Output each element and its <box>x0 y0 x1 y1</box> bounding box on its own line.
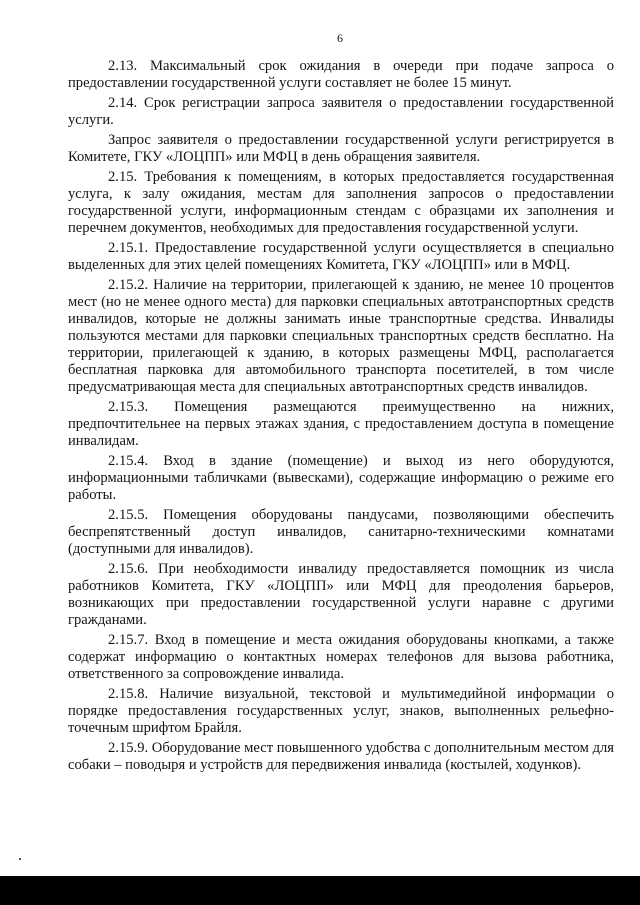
document-body <box>68 58 614 777</box>
paragraph-2-15-5: 2.15.5. Помещения оборудованы пандусами, позволяющими обеспечить беспрепятственный доступ инвалидов, санитарно-техническими комнатами (доступными для инвалидов). <box>68 507 614 557</box>
paragraph-2-15-8: 2.15.8. Наличие визуальной, текстовой и мультимедийной информации о порядке предоставления государственных услуг, знаков, выполненных рельефно-точечным шрифтом Брайля. <box>68 686 614 736</box>
paragraph-2-15-3: 2.15.3. Помещения размещаются преимущественно на нижних, предпочтительнее на первых этажах здания, с предоставлением доступа в помещение инвалидам. <box>68 399 614 449</box>
scan-bottom-edge <box>0 876 640 905</box>
paragraph-2-13: 2.13. Максимальный срок ожидания в очереди при подаче запроса о предоставлении государственной услуги составляет не более 15 минут. <box>68 58 614 91</box>
paragraph-2-14: 2.14. Срок регистрации запроса заявителя о предоставлении государственной услуги. <box>68 95 614 128</box>
paragraph-registration: Запрос заявителя о предоставлении государственной услуги регистрируется в Комитете, ГКУ «ЛОЦПП» или МФЦ в день обращения заявителя. <box>68 132 614 165</box>
paragraph-2-15-9: 2.15.9. Оборудование мест повышенного удобства с дополнительным местом для собаки – поводыря и устройств для передвижения инвалида (костылей, ходунков). <box>68 740 614 773</box>
paragraph-2-15-4: 2.15.4. Вход в здание (помещение) и выход из него оборудуются, информационными табличками (вывесками), содержащие информацию о режиме его работы. <box>68 453 614 503</box>
paragraph-2-15: 2.15. Требования к помещениям, в которых предоставляется государственная услуга, к залу ожидания, местам для заполнения запросов о предоставлении государственной услуги, информационным стендам с образцами их заполнения и перечнем документов, необходимых для предоставления государственной услуги. <box>68 169 614 236</box>
paragraph-2-15-7: 2.15.7. Вход в помещение и места ожидания оборудованы кнопками, а также содержат информацию о контактных номерах телефонов для вызова работника, ответственного за сопровождение инвалида. <box>68 632 614 682</box>
page-number: 6 <box>337 31 343 45</box>
scan-speck <box>19 858 21 860</box>
paragraph-2-15-6: 2.15.6. При необходимости инвалиду предоставляется помощник из числа работников Комитета, ГКУ «ЛОЦПП» или МФЦ для преодоления барьеров, возникающих при предоставлении государственной услуги наравне с другими гражданами. <box>68 561 614 628</box>
paragraph-2-15-2: 2.15.2. Наличие на территории, прилегающей к зданию, не менее 10 процентов мест (но не менее одного места) для парковки специальных автотранспортных средств инвалидов, которые не должны занимать иные транспортные средства. Инвалиды пользуются местами для парковки специальных транспортных средств бесплатно. На территории, прилегающей к зданию, в которых размещены МФЦ, располагается бесплатная парковка для автомобильного транспорта посетителей, в том числе предусматривающая места для специальных автотранспортных средств инвалидов. <box>68 277 614 395</box>
paragraph-2-15-1: 2.15.1. Предоставление государственной услуги осуществляется в специально выделенных для этих целей помещениях Комитета, ГКУ «ЛОЦПП» или в МФЦ. <box>68 240 614 273</box>
